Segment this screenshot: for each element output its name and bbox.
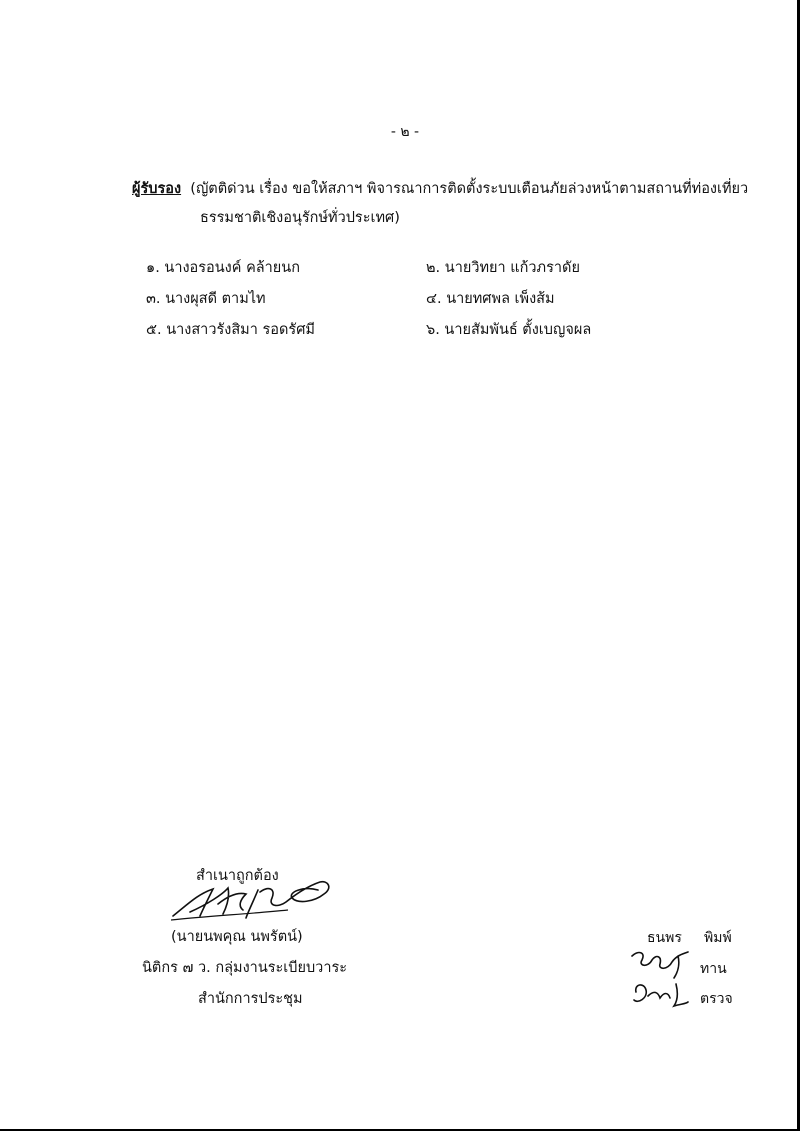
typist-role: พิมพ์ xyxy=(704,930,732,946)
certified-copy-heading: สำเนาถูกต้อง xyxy=(196,868,279,884)
handwritten-signature xyxy=(168,874,338,924)
typist-name: ธนพร xyxy=(647,930,682,946)
name-row xyxy=(146,287,766,318)
sponsor-name: ๓. นางผุสดี ตามไท xyxy=(146,291,266,307)
top-header-remnant xyxy=(372,0,452,6)
sponsor-name: ๑. นางอรอนงค์ คล้ายนก xyxy=(146,260,300,276)
reviewer-role: ตรวจ xyxy=(700,991,733,1007)
sponsor-name: ๒. นายวิทยา แก้วภราดัย xyxy=(426,260,580,276)
motion-title-line2: ธรรมชาติเชิงอนุรักษ์ทั่วประเทศ) xyxy=(200,210,400,226)
handwritten-initial xyxy=(630,978,690,1008)
name-row xyxy=(146,318,766,349)
sponsors-section xyxy=(132,175,772,233)
sponsors-label: ผู้รับรอง xyxy=(132,181,182,197)
sponsor-name: ๖. นายสัมพันธ์ ตั้งเบญจผล xyxy=(426,322,592,338)
name-row xyxy=(146,256,766,287)
motion-title-line1: (ญัตติด่วน เรื่อง ขอให้สภาฯ พิจารณาการติดตั้งระบบเตือนภัยล่วงหน้าตามสถานที่ท่องเที่ยว xyxy=(190,181,749,197)
sponsor-name: ๔. นายทศพล เพ็งส้ม xyxy=(426,291,555,307)
certifier-office: สำนักการประชุม xyxy=(198,991,303,1007)
sponsor-name: ๕. นางสาวรังสิมา รอดรัศมี xyxy=(146,322,315,338)
handwritten-initial xyxy=(628,946,692,980)
page-number: - ๒ - xyxy=(390,124,420,140)
sponsor-names-list xyxy=(146,256,766,349)
certifier-name: (นายนพคุณ นพรัตน์) xyxy=(171,929,303,945)
certifier-position: นิติกร ๗ ว. กลุ่มงานระเบียบวาระ xyxy=(142,960,348,976)
checker-role: ทาน xyxy=(700,961,727,977)
sponsors-line1 xyxy=(132,175,772,204)
